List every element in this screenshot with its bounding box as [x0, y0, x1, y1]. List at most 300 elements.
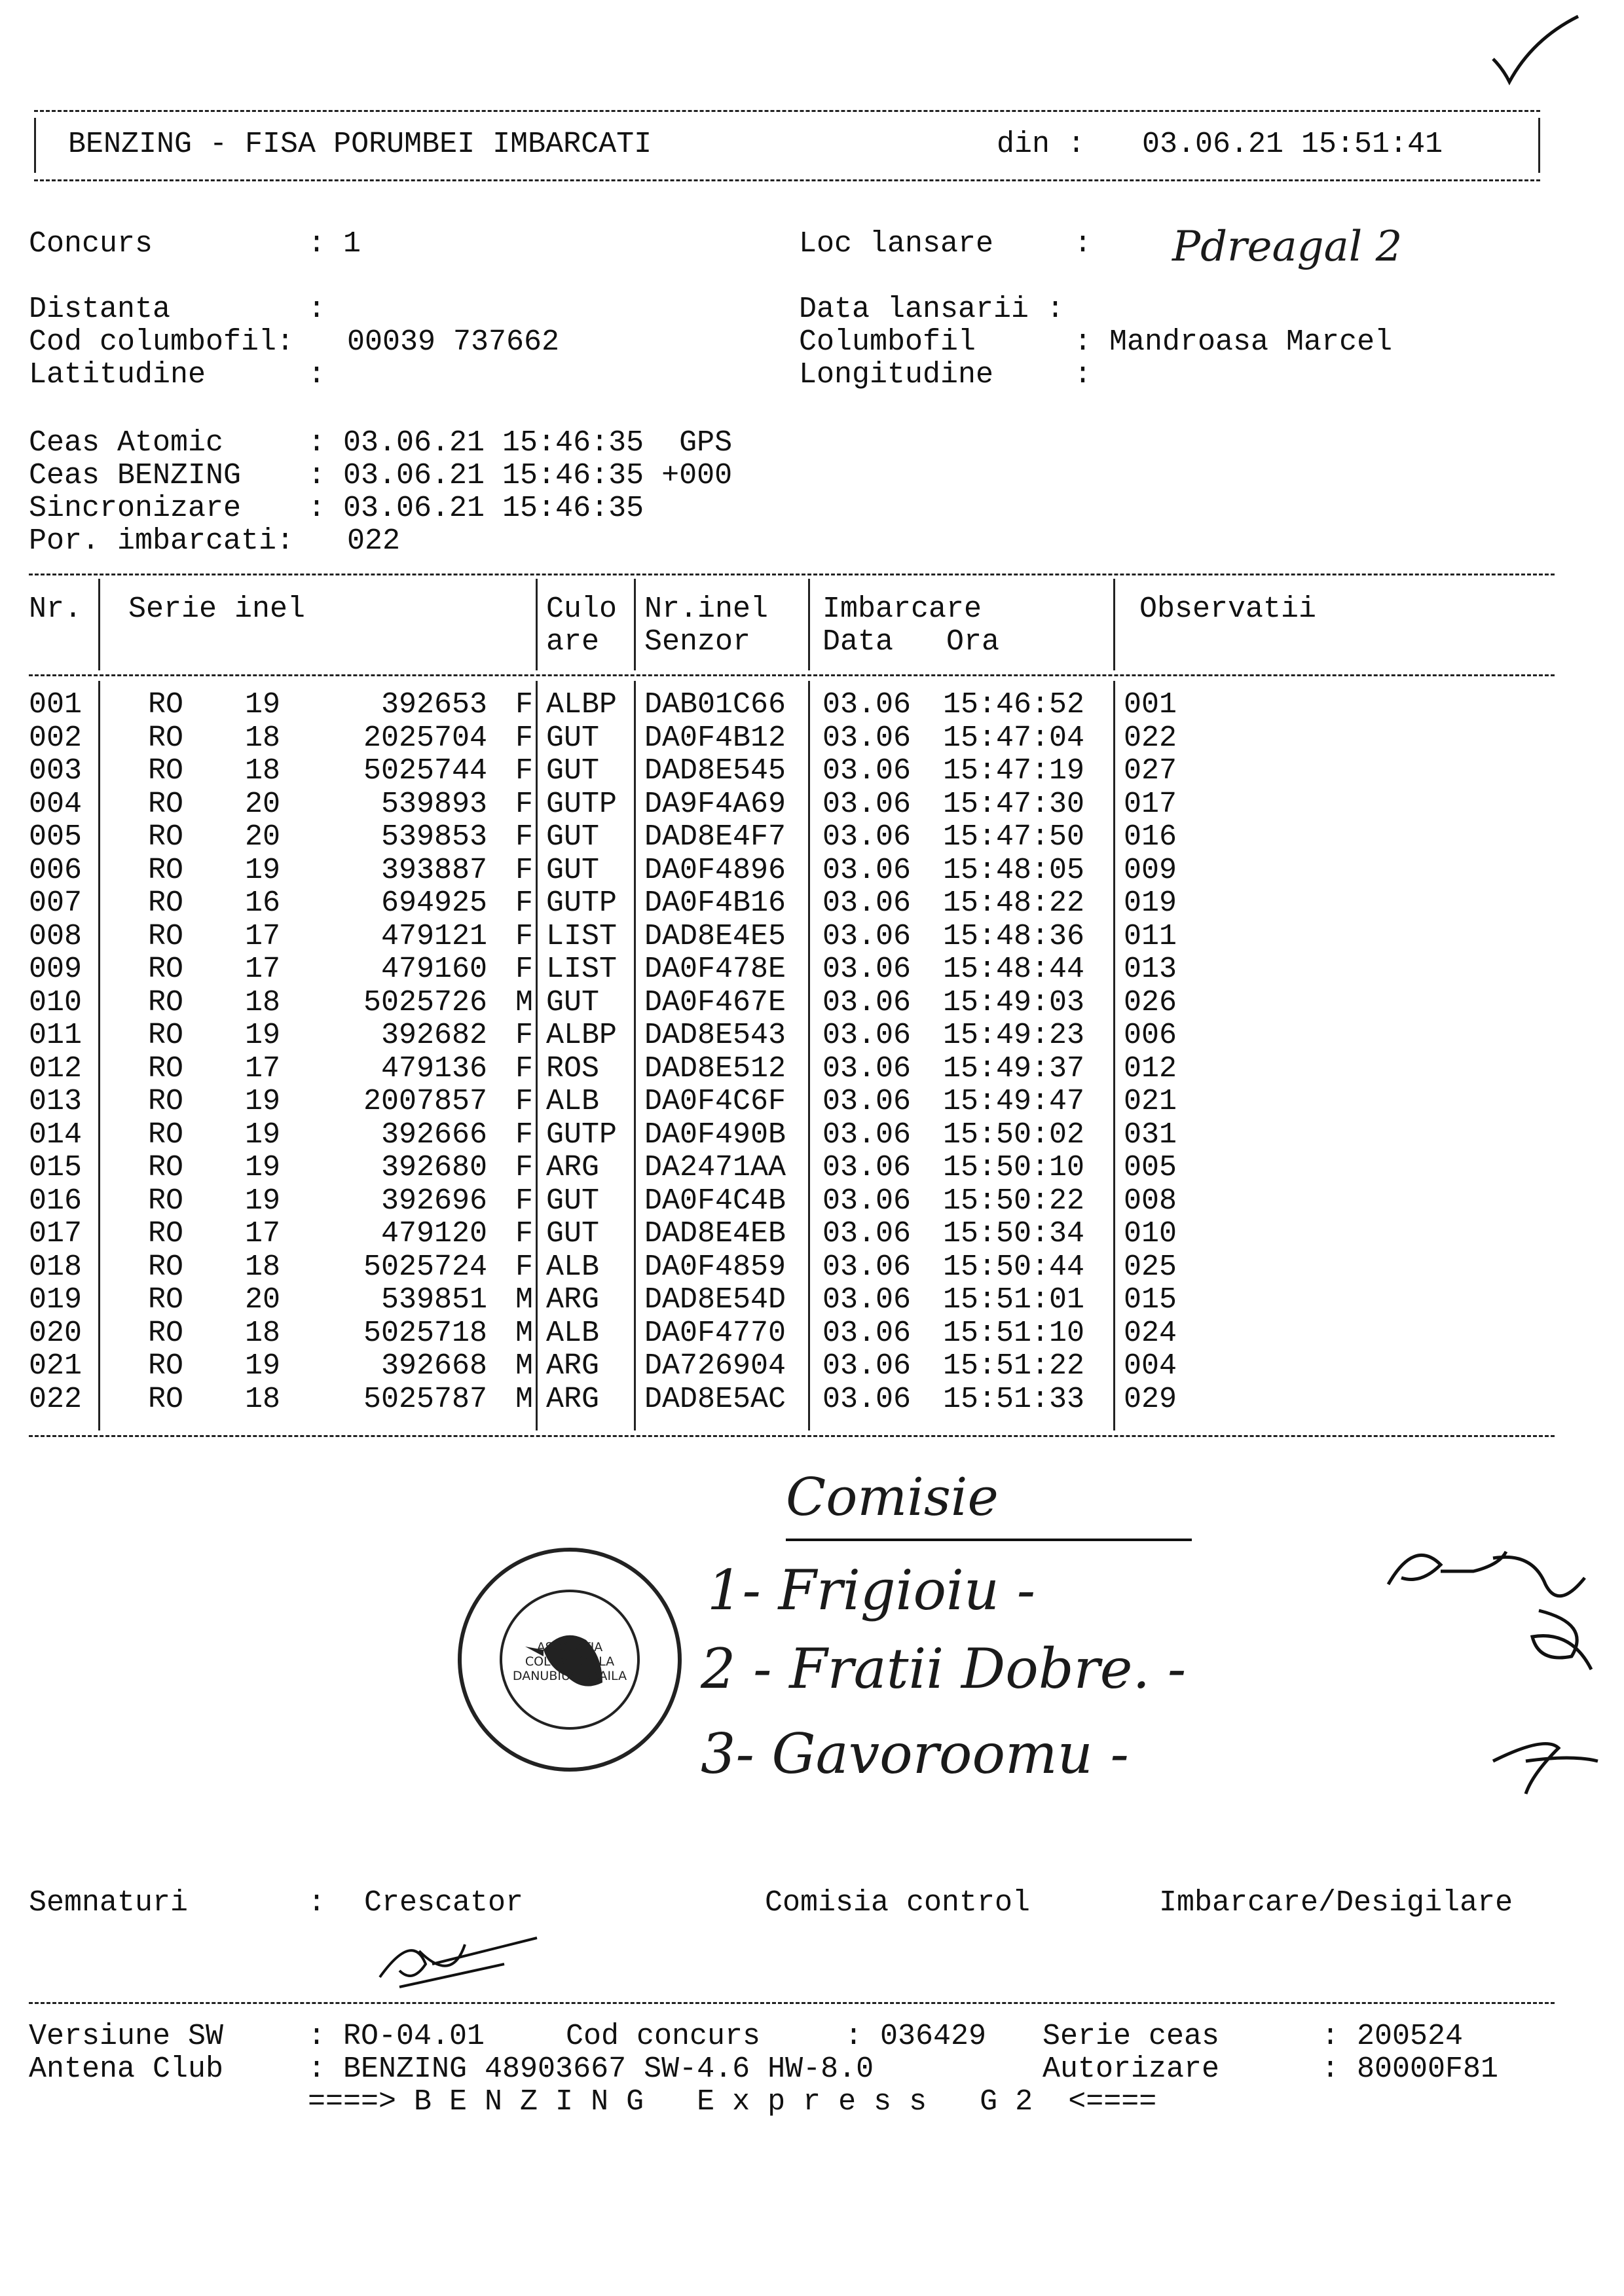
antena-club-value: : BENZING 48903667 SW-4.6 HW-8.0	[308, 2052, 874, 2086]
cell-observatii: 001	[1124, 688, 1177, 721]
table-row	[29, 1119, 1535, 1152]
serie-ceas-value: : 200524	[1321, 2020, 1464, 2053]
cell-an: 19	[245, 1151, 281, 1184]
cell-an: 19	[245, 1184, 281, 1218]
cell-observatii: 005	[1124, 1151, 1177, 1184]
cell-data: 03.06	[822, 1217, 912, 1250]
cell-ora: 15:49:37	[943, 1051, 1085, 1085]
cell-an: 18	[245, 985, 281, 1019]
cell-tara: RO	[148, 953, 184, 986]
table-row	[29, 920, 1535, 953]
cell-senzor: DA0F4B12	[644, 721, 786, 755]
cell-nr: 010	[29, 985, 83, 1019]
table-row	[29, 689, 1535, 721]
cell-observatii: 031	[1124, 1118, 1177, 1152]
cell-an: 18	[245, 1316, 281, 1350]
cell-ora: 15:50:22	[943, 1184, 1085, 1218]
cell-nr: 011	[29, 1019, 83, 1052]
cell-culoare: ALB	[546, 1316, 600, 1350]
cell-culoare: GUT	[546, 754, 600, 788]
cell-tara: RO	[148, 1349, 184, 1383]
cell-senzor: DAD8E545	[644, 754, 786, 788]
cell-sex: M	[515, 1283, 533, 1317]
cell-culoare: ROS	[546, 1051, 600, 1085]
cell-data: 03.06	[822, 1151, 912, 1184]
cell-tara: RO	[148, 1250, 184, 1284]
cell-senzor: DA0F478E	[644, 953, 786, 986]
cell-senzor: DAD8E512	[644, 1051, 786, 1085]
concurs-value: : 1	[308, 227, 361, 261]
cell-senzor: DA0F4C6F	[644, 1085, 786, 1118]
latitudine-value: :	[308, 358, 326, 392]
loc-lansare-label: Loc lansare	[799, 227, 994, 261]
cell-sex: F	[515, 1217, 533, 1250]
cell-senzor: DA0F4C4B	[644, 1184, 786, 1218]
table-row	[29, 788, 1535, 821]
ceas-atomic-value: : 03.06.21 15:46:35 GPS	[308, 426, 733, 460]
cell-data: 03.06	[822, 1316, 912, 1350]
cell-data: 03.06	[822, 953, 912, 986]
cell-ora: 15:47:30	[943, 787, 1085, 821]
cell-sex: F	[515, 853, 533, 887]
cell-an: 17	[245, 1051, 281, 1085]
signature-imbarcare-label: Imbarcare/Desigilare	[1159, 1886, 1513, 1920]
cell-ora: 15:47:19	[943, 754, 1085, 788]
cell-tara: RO	[148, 1217, 184, 1250]
cell-inel: 5025744	[363, 754, 487, 788]
cell-an: 18	[245, 754, 281, 788]
versiune-sw-label: Versiune SW	[29, 2020, 224, 2053]
col-header-serie: Serie inel	[128, 592, 306, 626]
comisie-handwritten: Comisie	[786, 1467, 999, 1527]
cell-ora: 15:51:01	[943, 1283, 1085, 1317]
columbofil-value: : Mandroasa Marcel	[1074, 325, 1393, 359]
cell-sex: F	[515, 721, 533, 755]
cell-sex: F	[515, 886, 533, 920]
cell-inel: 392666	[380, 1118, 487, 1152]
sincronizare-value: : 03.06.21 15:46:35	[308, 492, 644, 525]
cell-data: 03.06	[822, 1085, 912, 1118]
cell-nr: 022	[29, 1382, 83, 1416]
serie-ceas-label: Serie ceas	[1043, 2020, 1220, 2053]
cell-an: 17	[245, 919, 281, 953]
cell-data: 03.06	[822, 787, 912, 821]
cell-ora: 15:50:02	[943, 1118, 1085, 1152]
cell-tara: RO	[148, 1382, 184, 1416]
cell-data: 03.06	[822, 1349, 912, 1383]
table-row	[29, 1284, 1535, 1317]
ceas-benzing-label: Ceas BENZING	[29, 459, 242, 492]
cell-sex: M	[515, 1316, 533, 1350]
ceas-atomic-label: Ceas Atomic	[29, 426, 224, 460]
cell-data: 03.06	[822, 820, 912, 854]
table-row	[29, 1317, 1535, 1350]
cell-senzor: DAB01C66	[644, 688, 786, 721]
cell-tara: RO	[148, 985, 184, 1019]
cell-ora: 15:48:36	[943, 919, 1085, 953]
cell-observatii: 006	[1124, 1019, 1177, 1052]
cell-culoare: LIST	[546, 919, 618, 953]
cell-an: 18	[245, 721, 281, 755]
cell-an: 17	[245, 953, 281, 986]
semnaturi-label: Semnaturi	[29, 1886, 189, 1920]
cell-nr: 012	[29, 1051, 83, 1085]
loc-lansare-sep: :	[1074, 227, 1092, 261]
cell-nr: 006	[29, 853, 83, 887]
header-title: BENZING - FISA PORUMBEI IMBARCATI	[68, 128, 652, 161]
cell-inel: 392653	[380, 688, 487, 721]
comisie-member-1: 1- Frigioiu -	[707, 1558, 1053, 1622]
cell-data: 03.06	[822, 688, 912, 721]
cell-sex: M	[515, 1349, 533, 1383]
cell-sex: F	[515, 1118, 533, 1152]
cell-data: 03.06	[822, 853, 912, 887]
cell-nr: 004	[29, 787, 83, 821]
cell-observatii: 019	[1124, 886, 1177, 920]
cell-culoare: ALB	[546, 1250, 600, 1284]
cell-ora: 15:50:34	[943, 1217, 1085, 1250]
cell-observatii: 027	[1124, 754, 1177, 788]
comisie-underline	[786, 1539, 1192, 1541]
cell-senzor: DA0F490B	[644, 1118, 786, 1152]
loc-lansare-handwritten: Pdreagal 2	[1172, 223, 1403, 271]
table-row	[29, 887, 1535, 920]
cell-senzor: DAD8E4E5	[644, 919, 786, 953]
distanta-label: Distanta	[29, 293, 171, 326]
table-row	[29, 1152, 1535, 1184]
cell-ora: 15:49:03	[943, 985, 1085, 1019]
table-row	[29, 755, 1535, 788]
cell-ora: 15:50:44	[943, 1250, 1085, 1284]
cell-tara: RO	[148, 1283, 184, 1317]
cell-data: 03.06	[822, 886, 912, 920]
cell-culoare: GUT	[546, 853, 600, 887]
cell-ora: 15:49:47	[943, 1085, 1085, 1118]
benzing-banner: ====> B E N Z I N G E x p r e s s G 2 <====	[308, 2085, 1157, 2119]
cell-observatii: 029	[1124, 1382, 1177, 1416]
table-row	[29, 1251, 1535, 1284]
antena-club-label: Antena Club	[29, 2052, 224, 2086]
col-header-nr: Nr.	[29, 592, 83, 626]
cell-inel: 479136	[380, 1051, 487, 1085]
cell-culoare: ARG	[546, 1283, 600, 1317]
cell-culoare: LIST	[546, 953, 618, 986]
data-lansarii-label: Data lansarii :	[799, 293, 1065, 326]
cell-observatii: 004	[1124, 1349, 1177, 1383]
cell-sex: F	[515, 754, 533, 788]
cell-culoare: ARG	[546, 1382, 600, 1416]
cell-observatii: 010	[1124, 1217, 1177, 1250]
cell-inel: 5025724	[363, 1250, 487, 1284]
cell-data: 03.06	[822, 919, 912, 953]
cell-senzor: DAD8E4EB	[644, 1217, 786, 1250]
cell-nr: 002	[29, 721, 83, 755]
cell-nr: 008	[29, 919, 83, 953]
table-row	[29, 722, 1535, 755]
cell-inel: 479160	[380, 953, 487, 986]
cell-tara: RO	[148, 1316, 184, 1350]
cell-ora: 15:51:22	[943, 1349, 1085, 1383]
signature-crescator-label: Crescator	[364, 1886, 524, 1920]
cell-observatii: 024	[1124, 1316, 1177, 1350]
cell-culoare: ALBP	[546, 1019, 618, 1052]
cell-an: 20	[245, 787, 281, 821]
table-row	[29, 1053, 1535, 1085]
cell-culoare: GUT	[546, 820, 600, 854]
header-din-value: 03.06.21 15:51:41	[1142, 128, 1443, 161]
cell-senzor: DA726904	[644, 1349, 786, 1383]
header-din-label: din :	[997, 128, 1086, 161]
cell-tara: RO	[148, 1184, 184, 1218]
cell-inel: 5025726	[363, 985, 487, 1019]
cell-sex: F	[515, 919, 533, 953]
cell-ora: 15:48:22	[943, 886, 1085, 920]
cell-inel: 392682	[380, 1019, 487, 1052]
cell-data: 03.06	[822, 1382, 912, 1416]
table-row	[29, 1218, 1535, 1250]
table-row	[29, 1383, 1535, 1416]
cell-culoare: ALB	[546, 1085, 600, 1118]
cell-tara: RO	[148, 1051, 184, 1085]
cell-culoare: GUTP	[546, 1118, 618, 1152]
cell-observatii: 017	[1124, 787, 1177, 821]
cell-culoare: GUTP	[546, 886, 618, 920]
cell-nr: 016	[29, 1184, 83, 1218]
cell-senzor: DA0F4770	[644, 1316, 786, 1350]
club-stamp	[452, 1542, 688, 1777]
table-row	[29, 821, 1535, 854]
stamp-text: ASOCIATIA COLUMBOFILA DANUBIUS BRAILA	[512, 1640, 627, 1683]
cell-sex: M	[515, 985, 533, 1019]
cell-an: 19	[245, 853, 281, 887]
cell-inel: 5025718	[363, 1316, 487, 1350]
cell-culoare: GUT	[546, 985, 600, 1019]
cell-tara: RO	[148, 1019, 184, 1052]
longitudine-value: :	[1074, 358, 1092, 392]
col-header-imbarcare-2: Data Ora	[822, 625, 1000, 659]
cell-inel: 539853	[380, 820, 487, 854]
cell-tara: RO	[148, 820, 184, 854]
cell-senzor: DAD8E54D	[644, 1283, 786, 1317]
cell-data: 03.06	[822, 721, 912, 755]
cell-ora: 15:48:44	[943, 953, 1085, 986]
concurs-label: Concurs	[29, 227, 153, 261]
cell-ora: 15:47:04	[943, 721, 1085, 755]
col-header-senzor-1: Nr.inel	[644, 592, 769, 626]
cell-tara: RO	[148, 688, 184, 721]
cell-sex: F	[515, 953, 533, 986]
cod-columbofil-label: Cod columbofil:	[29, 325, 295, 359]
autorizare-label: Autorizare	[1043, 2052, 1220, 2086]
cell-observatii: 022	[1124, 721, 1177, 755]
longitudine-label: Longitudine	[799, 358, 994, 392]
cell-inel: 539893	[380, 787, 487, 821]
cell-senzor: DA0F4859	[644, 1250, 786, 1284]
cell-nr: 019	[29, 1283, 83, 1317]
cell-ora: 15:47:50	[943, 820, 1085, 854]
cell-ora: 15:50:10	[943, 1151, 1085, 1184]
comisie-member-3: 3- Gavoroomu -	[701, 1722, 1129, 1786]
cell-an: 17	[245, 1217, 281, 1250]
cell-culoare: ALBP	[546, 688, 618, 721]
columbofil-label: Columbofil	[799, 325, 976, 359]
cell-inel: 5025787	[363, 1382, 487, 1416]
col-header-observatii: Observatii	[1139, 592, 1317, 626]
cell-senzor: DA0F4B16	[644, 886, 786, 920]
por-imbarcati-label: Por. imbarcati:	[29, 524, 295, 558]
ceas-benzing-value: : 03.06.21 15:46:35 +000	[308, 459, 733, 492]
cell-nr: 015	[29, 1151, 83, 1184]
cell-data: 03.06	[822, 1250, 912, 1284]
cell-tara: RO	[148, 787, 184, 821]
cell-ora: 15:51:10	[943, 1316, 1085, 1350]
cell-observatii: 011	[1124, 919, 1177, 953]
cod-concurs-value: : 036429	[845, 2020, 987, 2053]
cell-nr: 001	[29, 688, 83, 721]
table-row	[29, 1350, 1535, 1383]
cell-observatii: 021	[1124, 1085, 1177, 1118]
cell-culoare: ARG	[546, 1151, 600, 1184]
sincronizare-label: Sincronizare	[29, 492, 242, 525]
cell-inel: 392696	[380, 1184, 487, 1218]
cell-nr: 014	[29, 1118, 83, 1152]
cell-culoare: GUT	[546, 721, 600, 755]
cell-nr: 005	[29, 820, 83, 854]
cell-culoare: GUT	[546, 1217, 600, 1250]
cell-observatii: 016	[1124, 820, 1177, 854]
cell-sex: F	[515, 820, 533, 854]
crescator-signature-icon	[373, 1925, 544, 1997]
cell-tara: RO	[148, 886, 184, 920]
cell-inel: 392680	[380, 1151, 487, 1184]
cell-senzor: DA0F467E	[644, 985, 786, 1019]
cell-observatii: 008	[1124, 1184, 1177, 1218]
cell-inel: 539851	[380, 1283, 487, 1317]
latitudine-label: Latitudine	[29, 358, 206, 392]
cell-data: 03.06	[822, 985, 912, 1019]
table-row	[29, 1185, 1535, 1218]
cell-ora: 15:48:05	[943, 853, 1085, 887]
por-imbarcati-value: 022	[347, 524, 401, 558]
cell-data: 03.06	[822, 754, 912, 788]
col-header-culoare-1: Culo	[546, 592, 618, 626]
signature-comisia-label: Comisia control	[765, 1886, 1031, 1920]
col-header-culoare-2: are	[546, 625, 600, 659]
cell-tara: RO	[148, 721, 184, 755]
cell-an: 18	[245, 1250, 281, 1284]
cell-an: 19	[245, 1019, 281, 1052]
table-row	[29, 854, 1535, 887]
versiune-sw-value: : RO-04.01	[308, 2020, 485, 2053]
col-header-senzor-2: Senzor	[644, 625, 751, 659]
cell-an: 19	[245, 688, 281, 721]
cell-an: 18	[245, 1382, 281, 1416]
cell-sex: F	[515, 1051, 533, 1085]
cell-sex: M	[515, 1382, 533, 1416]
cell-sex: F	[515, 1151, 533, 1184]
cell-observatii: 025	[1124, 1250, 1177, 1284]
cell-ora: 15:51:33	[943, 1382, 1085, 1416]
cell-nr: 021	[29, 1349, 83, 1383]
cell-sex: F	[515, 1184, 533, 1218]
cell-nr: 007	[29, 886, 83, 920]
cell-culoare: GUT	[546, 1184, 600, 1218]
cell-data: 03.06	[822, 1051, 912, 1085]
cell-data: 03.06	[822, 1184, 912, 1218]
cell-inel: 479120	[380, 1217, 487, 1250]
autorizare-value: : 80000F81	[1321, 2052, 1499, 2086]
cell-tara: RO	[148, 1118, 184, 1152]
cell-sex: F	[515, 1019, 533, 1052]
cell-senzor: DA2471AA	[644, 1151, 786, 1184]
cell-nr: 009	[29, 953, 83, 986]
cell-ora: 15:46:52	[943, 688, 1085, 721]
cell-observatii: 012	[1124, 1051, 1177, 1085]
cell-data: 03.06	[822, 1118, 912, 1152]
cell-observatii: 009	[1124, 853, 1177, 887]
cell-inel: 392668	[380, 1349, 487, 1383]
cell-senzor: DAD8E543	[644, 1019, 786, 1052]
cell-inel: 393887	[380, 853, 487, 887]
cell-an: 20	[245, 820, 281, 854]
cell-inel: 2007857	[363, 1085, 487, 1118]
cell-senzor: DAD8E4F7	[644, 820, 786, 854]
cell-ora: 15:49:23	[943, 1019, 1085, 1052]
cell-an: 19	[245, 1118, 281, 1152]
cell-an: 19	[245, 1085, 281, 1118]
comisie-member-2: 2 - Fratii Dobre. -	[701, 1637, 1187, 1701]
cell-data: 03.06	[822, 1283, 912, 1317]
cell-senzor: DAD8E5AC	[644, 1382, 786, 1416]
table-row	[29, 987, 1535, 1019]
cod-concurs-label: Cod concurs	[566, 2020, 761, 2053]
cell-inel: 2025704	[363, 721, 487, 755]
cell-inel: 694925	[380, 886, 487, 920]
cell-observatii: 015	[1124, 1283, 1177, 1317]
cell-sex: F	[515, 1250, 533, 1284]
signature-scribbles	[1375, 1525, 1611, 1800]
cell-culoare: ARG	[546, 1349, 600, 1383]
cell-tara: RO	[148, 1151, 184, 1184]
cell-tara: RO	[148, 919, 184, 953]
cell-sex: F	[515, 787, 533, 821]
cell-observatii: 026	[1124, 985, 1177, 1019]
cell-nr: 020	[29, 1316, 83, 1350]
cell-inel: 479121	[380, 919, 487, 953]
cell-an: 16	[245, 886, 281, 920]
cell-senzor: DA9F4A69	[644, 787, 786, 821]
cell-sex: F	[515, 688, 533, 721]
cell-nr: 013	[29, 1085, 83, 1118]
semnaturi-sep: :	[308, 1886, 326, 1920]
distanta-value: :	[308, 293, 326, 326]
cell-observatii: 013	[1124, 953, 1177, 986]
table-row	[29, 1085, 1535, 1118]
cod-columbofil-value: 00039 737662	[347, 325, 560, 359]
col-header-imbarcare-1: Imbarcare	[822, 592, 982, 626]
cell-sex: F	[515, 1085, 533, 1118]
cell-nr: 003	[29, 754, 83, 788]
cell-nr: 018	[29, 1250, 83, 1284]
cell-data: 03.06	[822, 1019, 912, 1052]
cell-tara: RO	[148, 754, 184, 788]
cell-an: 19	[245, 1349, 281, 1383]
cell-tara: RO	[148, 853, 184, 887]
cell-tara: RO	[148, 1085, 184, 1118]
table-row	[29, 953, 1535, 986]
table-row	[29, 1019, 1535, 1052]
cell-senzor: DA0F4896	[644, 853, 786, 887]
